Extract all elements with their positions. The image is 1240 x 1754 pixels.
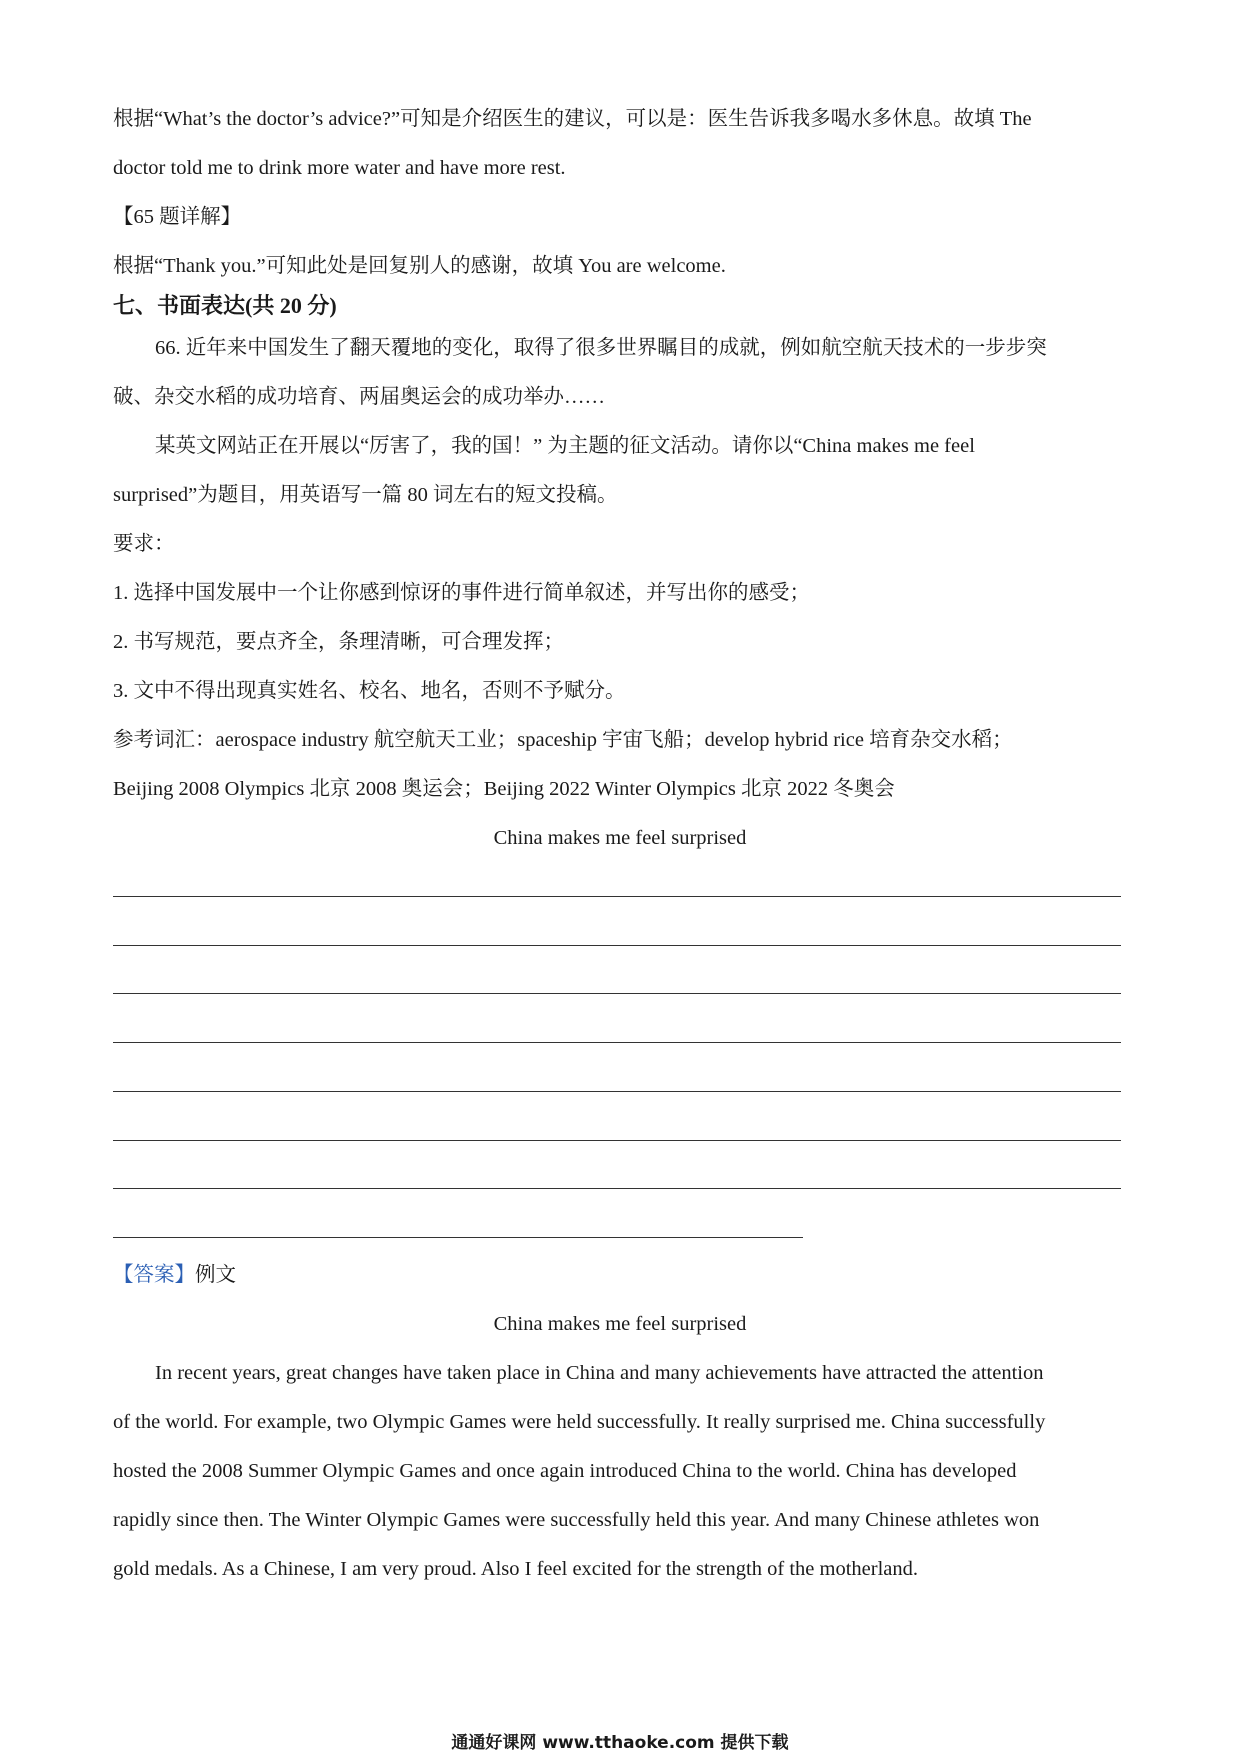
prev-explanation-line-2: doctor told me to drink more water and have more rest. (113, 157, 566, 179)
answer-essay-line: In recent years, great changes have taken place in China and many achievements have attracted the attention (155, 1362, 1044, 1384)
q65-heading: 【65 题详解】 (113, 206, 242, 228)
writing-line (113, 1042, 1121, 1043)
writing-line (113, 1188, 1121, 1189)
prev-explanation-line-1: 根据“What’s the doctor’s advice?”可知是介绍医生的建议，可以是：医生告诉我多喝水多休息。故填 The (113, 108, 1032, 130)
essay-title: China makes me feel surprised (493, 827, 747, 849)
prompt-line-1: 66. 近年来中国发生了翻天覆地的变化，取得了很多世界瞩目的成就，例如航空航天技术的一步步突 (155, 337, 1047, 359)
requirement-item-3: 3. 文中不得出现真实姓名、校名、地名，否则不予赋分。 (113, 680, 626, 702)
requirement-item-1: 1. 选择中国发展中一个让你感到惊讶的事件进行简单叙述，并写出你的感受； (113, 582, 810, 604)
page-footer: 通通好课网 www.tthaoke.com 提供下载 (451, 1733, 789, 1753)
answer-essay-line: hosted the 2008 Summer Olympic Games and once again introduced China to the world. China has developed (113, 1460, 1017, 1482)
requirements-label: 要求： (113, 533, 175, 555)
task-line-2: surprised”为题目，用英语写一篇 80 词左右的短文投稿。 (113, 484, 618, 506)
answer-label: 【答案】 (113, 1264, 195, 1286)
writing-line-short (113, 1237, 803, 1238)
answer-label-suffix: 例文 (195, 1264, 236, 1286)
writing-line (113, 896, 1121, 897)
answer-essay-title: China makes me feel surprised (493, 1313, 747, 1335)
writing-line (113, 945, 1121, 946)
writing-line (113, 1140, 1121, 1141)
answer-essay-line: gold medals. As a Chinese, I am very proud. Also I feel excited for the strength of the motherland. (113, 1558, 918, 1580)
answer-essay-line: of the world. For example, two Olympic Games were held successfully. It really surprised me. China successfully (113, 1411, 1046, 1433)
writing-line (113, 1091, 1121, 1092)
writing-line (113, 993, 1121, 994)
prompt-line-2: 破、杂交水稻的成功培育、两届奥运会的成功举办…… (113, 386, 605, 408)
vocabulary-line-1: 参考词汇：aerospace industry 航空航天工业；spaceship 宇宙飞船；develop hybrid rice 培育杂交水稻； (113, 729, 1013, 751)
requirement-item-2: 2. 书写规范，要点齐全，条理清晰，可合理发挥； (113, 631, 564, 653)
answer-label-line (113, 1262, 236, 1288)
task-line-1: 某英文网站正在开展以“厉害了，我的国！” 为主题的征文活动。请你以“China makes me feel (155, 435, 975, 457)
vocabulary-line-2: Beijing 2008 Olympics 北京 2008 奥运会；Beijing 2022 Winter Olympics 北京 2022 冬奥会 (113, 778, 895, 800)
answer-essay-line: rapidly since then. The Winter Olympic Games were successfully held this year. And many Chinese athletes won (113, 1509, 1040, 1531)
q65-explanation: 根据“Thank you.”可知此处是回复别人的感谢，故填 You are welcome. (113, 255, 726, 277)
section-heading: 七、书面表达(共 20 分) (113, 293, 337, 318)
